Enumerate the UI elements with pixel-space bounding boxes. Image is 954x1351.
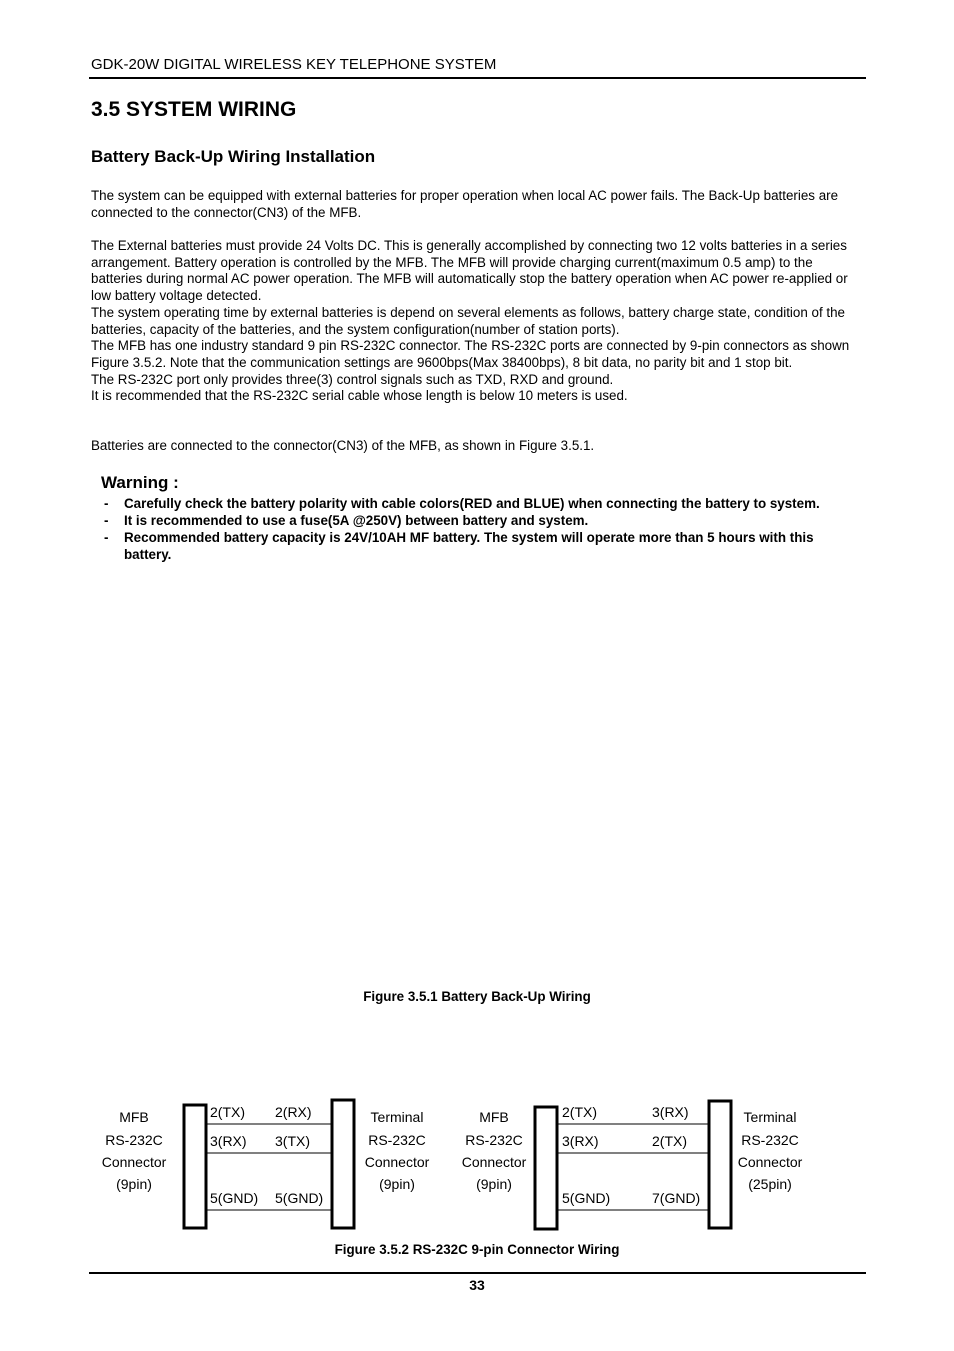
bullet-dash: - [104,513,109,528]
cable-length-text: It is recommended that the RS-232C serial cable whose length is below 10 meters is used. [91,388,628,404]
intro-paragraph: The system can be equipped with external batteries for proper operation when local AC power fails. The Back-Up batteries are connected to the connector(CN3) of the MFB. [91,188,839,220]
rs232c-port-text: The MFB has one industry standard 9 pin RS-232C connector. The RS-232C ports are connected by 9-pin connectors as shown Figure 3.5.2. Note that the communication settings are 9600bps(Max 38400bps), 8 bit data, no parity bit and 1 stop bit. [91,338,850,370]
page-number: 33 [469,1277,485,1293]
warning-title: Warning : [101,473,179,492]
bullet-dash: - [104,496,109,511]
pin-label: 3(TX) [275,1133,310,1149]
warning-item [104,512,854,529]
warning-item [104,529,854,563]
battery-requirements-text: The External batteries must provide 24 Volts DC. This is generally accomplished by connecting two 12 volts batteries in a series arrangement. Battery operation is controlled by the MFB. The MFB will provide charging current(maximum 0.5 amp) to the batteries during normal AC power operation. The MFB will automatically stop the battery operation when AC power re-applied or low battery voltage detected. [91,238,848,304]
mfb-connector-block [184,1105,206,1228]
terminal-connector-block [709,1101,731,1228]
mfb-connector-label-line: MFB [119,1109,149,1125]
subsection-title: Battery Back-Up Wiring Installation [91,147,376,166]
section-title: 3.5 SYSTEM WIRING [91,98,297,121]
bullet-dash: - [104,530,109,545]
running-header: GDK-20W DIGITAL WIRELESS KEY TELEPHONE SYSTEM [91,56,497,73]
mfb-connector-label-line: RS-232C [105,1132,163,1148]
figure-caption-rs232c-wiring: Figure 3.5.2 RS-232C 9-pin Connector Wiring [334,1242,620,1257]
warning-list [104,495,854,563]
pin-label: 3(RX) [562,1133,599,1149]
wiring-diagram-9pin-to-9pin [102,1100,430,1228]
terminal-connector-label-line: (9pin) [379,1176,415,1192]
terminal-connector-label-line: (25pin) [748,1176,792,1192]
mfb-connector-block [535,1107,557,1229]
pin-label: 2(TX) [562,1104,597,1120]
operating-time-text: The system operating time by external batteries is depend on several elements as follows, battery charge state, condition of the batteries, capacity of the batteries, and the system configuration(number of station ports). [91,304,846,337]
footer-rule [89,1272,866,1274]
mfb-connector-label-line: MFB [479,1109,509,1125]
terminal-connector-label-line: Terminal [370,1109,424,1125]
pin-label: 2(RX) [275,1104,312,1120]
warning-item-text: Carefully check the battery polarity with cable colors(RED and BLUE) when connecting the battery to system. [124,496,820,511]
connector-reference-paragraph: Batteries are connected to the connector(CN3) of the MFB, as shown in Figure 3.5.1. [91,438,595,453]
header-rule [89,77,866,79]
figure-caption-battery-wiring: Figure 3.5.1 Battery Back-Up Wiring [363,989,591,1004]
terminal-connector-label-line: Connector [364,1154,430,1170]
pin-label: 2(TX) [210,1104,245,1120]
mfb-connector-label-line: (9pin) [116,1176,152,1192]
pin-label: 5(GND) [275,1190,324,1206]
mfb-connector-label-line: RS-232C [465,1132,523,1148]
terminal-connector-label-line: Terminal [743,1109,797,1125]
mfb-connector-label-line: Connector [461,1154,527,1170]
warning-item [104,495,854,512]
terminal-connector-label-line: RS-232C [368,1132,426,1148]
terminal-connector-label-line: Connector [737,1154,803,1170]
terminal-connector-label-line: RS-232C [741,1132,799,1148]
mfb-connector-label-line: (9pin) [476,1176,512,1192]
pin-label: 5(GND) [562,1190,611,1206]
details-paragraph [91,238,866,405]
pin-label: 7(GND) [652,1190,701,1206]
terminal-connector-block [332,1100,354,1228]
pin-label: 2(TX) [652,1133,687,1149]
pin-label: 5(GND) [210,1190,259,1206]
warning-item-text: Recommended battery capacity is 24V/10AH MF battery. The system will operate more than 5 hours with this battery. [124,530,814,562]
warning-item-text: It is recommended to use a fuse(5A @250V) between battery and system. [124,513,589,528]
rs232c-wiring-diagram [0,1090,954,1240]
pin-label: 3(RX) [652,1104,689,1120]
mfb-connector-label-line: Connector [101,1154,167,1170]
wiring-diagram-9pin-to-25pin [462,1101,803,1229]
control-signals-text: The RS-232C port only provides three(3) control signals such as TXD, RXD and ground. [91,371,614,387]
pin-label: 3(RX) [210,1133,247,1149]
